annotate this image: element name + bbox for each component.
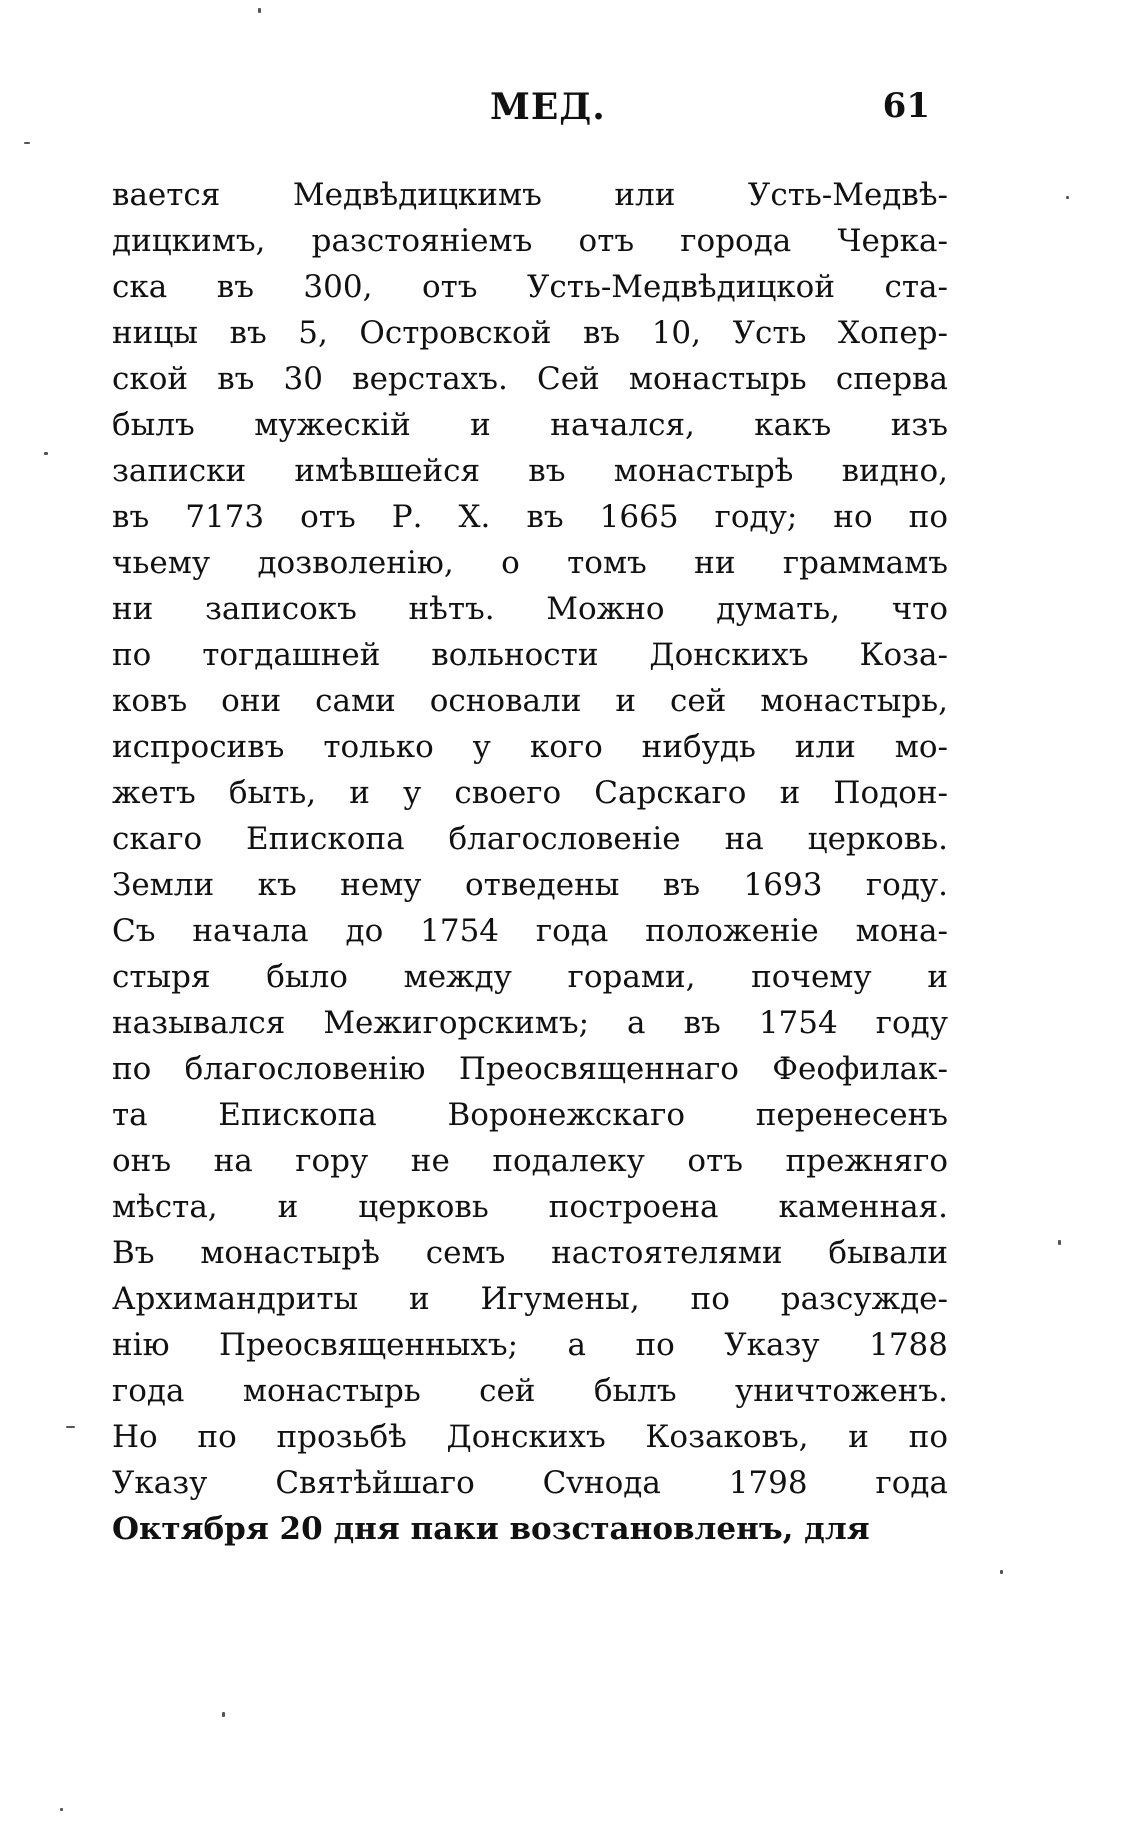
text-line: та Епископа Воронежскаго перенесенъ bbox=[112, 1097, 948, 1133]
text-line: записки имѣвшейся въ монастырѣ видно, bbox=[112, 453, 948, 489]
text-line: въ 7173 отъ Р. Х. въ 1665 году; но по bbox=[112, 499, 948, 535]
text-line: скаго Епископа благословенiе на церковь. bbox=[112, 821, 948, 857]
text-line: стыря было между горами, почему и bbox=[112, 959, 948, 995]
running-title: МЕД. bbox=[490, 86, 606, 128]
text-line: нiю Преосвященныхъ; а по Указу 1788 bbox=[112, 1327, 948, 1363]
text-line: Но по прозьбѣ Донскихъ Козаковъ, и по bbox=[112, 1419, 948, 1455]
text-line: чьему дозволенiю, о томъ ни граммамъ bbox=[112, 545, 948, 581]
scan-speck bbox=[1000, 1570, 1003, 1574]
text-line: Земли къ нему отведены въ 1693 году. bbox=[112, 867, 948, 903]
scan-speck bbox=[44, 452, 48, 455]
scan-speck bbox=[24, 142, 30, 144]
text-line: испросивъ только у кого нибудь или мо- bbox=[112, 729, 948, 765]
text-line: ницы въ 5, Островской въ 10, Усть Хопер- bbox=[112, 315, 948, 351]
scan-speck bbox=[222, 1712, 225, 1717]
text-line: Архимандриты и Игумены, по разсужде- bbox=[112, 1281, 948, 1317]
page-number: 61 bbox=[882, 86, 930, 126]
scan-speck bbox=[1066, 196, 1069, 199]
text-line: мѣста, и церковь построена каменная. bbox=[112, 1189, 948, 1225]
text-line: назывался Межигорскимъ; а въ 1754 году bbox=[112, 1005, 948, 1041]
text-line: Въ монастырѣ семъ настоятелями бывали bbox=[112, 1235, 948, 1271]
text-line: вается Медвѣдицкимъ или Усть-Медвѣ- bbox=[112, 177, 948, 213]
text-line: Съ начала до 1754 года положенiе мона- bbox=[112, 913, 948, 949]
text-line: ской въ 30 верстахъ. Сей монастырь сперва bbox=[112, 361, 948, 397]
scan-speck bbox=[66, 1426, 75, 1428]
text-line: года монастырь сей былъ уничтоженъ. bbox=[112, 1373, 948, 1409]
text-line: дицкимъ, разстоянiемъ отъ города Черка- bbox=[112, 223, 948, 259]
text-line: ковъ они сами основали и сей монастырь, bbox=[112, 683, 948, 719]
scan-speck bbox=[258, 8, 261, 13]
text-line: по тогдашней вольности Донскихъ Коза- bbox=[112, 637, 948, 673]
text-line: по благословенiю Преосвященнаго Феофилак- bbox=[112, 1051, 948, 1087]
body-text bbox=[112, 172, 948, 1552]
text-line: Указу Святѣйшаго Сvнода 1798 года bbox=[112, 1465, 948, 1501]
text-line: ни записокъ нѣтъ. Можно думать, что bbox=[112, 591, 948, 627]
text-line: жетъ быть, и у своего Сарскаго и Подон- bbox=[112, 775, 948, 811]
text-line: былъ мужескiй и начался, какъ изъ bbox=[112, 407, 948, 443]
running-head bbox=[110, 86, 930, 136]
text-line: онъ на гору не подалеку отъ прежняго bbox=[112, 1143, 948, 1179]
scan-speck bbox=[60, 1808, 63, 1811]
scan-speck bbox=[1058, 1240, 1061, 1245]
text-line: ска въ 300, отъ Усть-Медвѣдицкой ста- bbox=[112, 269, 948, 305]
text-line: Октября 20 дня паки возстановленъ, для bbox=[112, 1511, 870, 1547]
